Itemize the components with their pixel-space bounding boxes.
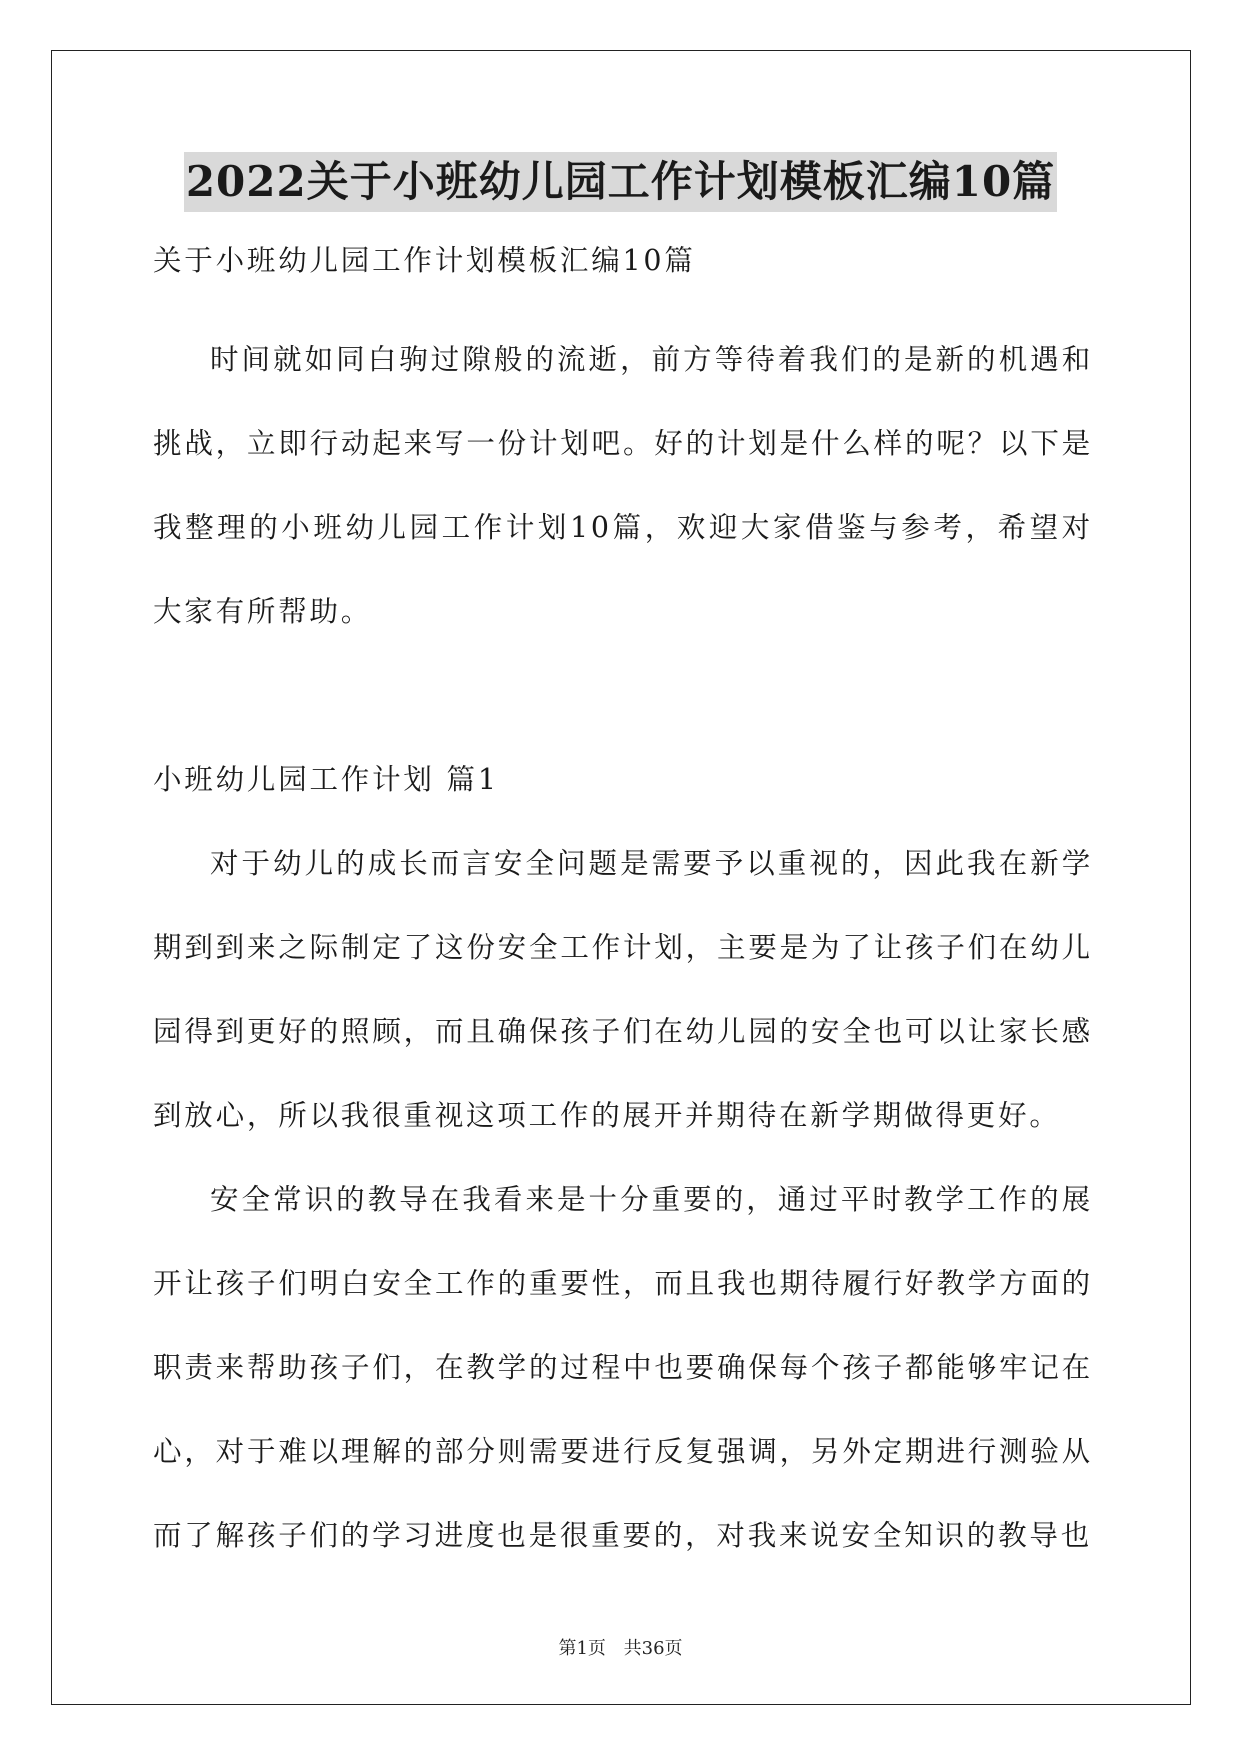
document-body <box>153 236 1093 1578</box>
section-paragraph: 安全常识的教导在我看来是十分重要的，通过平时教学工作的展开让孩子们明白安全工作的重要性，而且我也期待履行好教学方面的职责来帮助孩子们，在教学的过程中也要确保每个孩子都能够牢记在心，对于难以理解的部分则需要进行反复强调，另外定期进行测验从而了解孩子们的学习进度也是很重要的，对我来说安全知识的教导也 <box>153 1183 1093 1552</box>
document-title-wrapper <box>0 152 1241 212</box>
document-subtitle: 关于小班幼儿园工作计划模板汇编10篇 <box>153 244 696 277</box>
page-total: 共36页 <box>623 1638 683 1659</box>
page-footer <box>0 1634 1241 1660</box>
section-heading: 小班幼儿园工作计划 篇1 <box>153 763 499 796</box>
page-number: 第1页 <box>558 1638 606 1659</box>
document-title: 2022关于小班幼儿园工作计划模板汇编10篇 <box>184 152 1057 212</box>
intro-paragraph: 时间就如同白驹过隙般的流逝，前方等待着我们的是新的机遇和挑战，立即行动起来写一份计划吧。好的计划是什么样的呢？以下是我整理的小班幼儿园工作计划10篇，欢迎大家借鉴与参考，希望对大家有所帮助。 <box>153 343 1093 628</box>
section-paragraph: 对于幼儿的成长而言安全问题是需要予以重视的，因此我在新学期到到来之际制定了这份安全工作计划，主要是为了让孩子们在幼儿园得到更好的照顾，而且确保孩子们在幼儿园的安全也可以让家长感到放心，所以我很重视这项工作的展开并期待在新学期做得更好。 <box>153 847 1093 1132</box>
